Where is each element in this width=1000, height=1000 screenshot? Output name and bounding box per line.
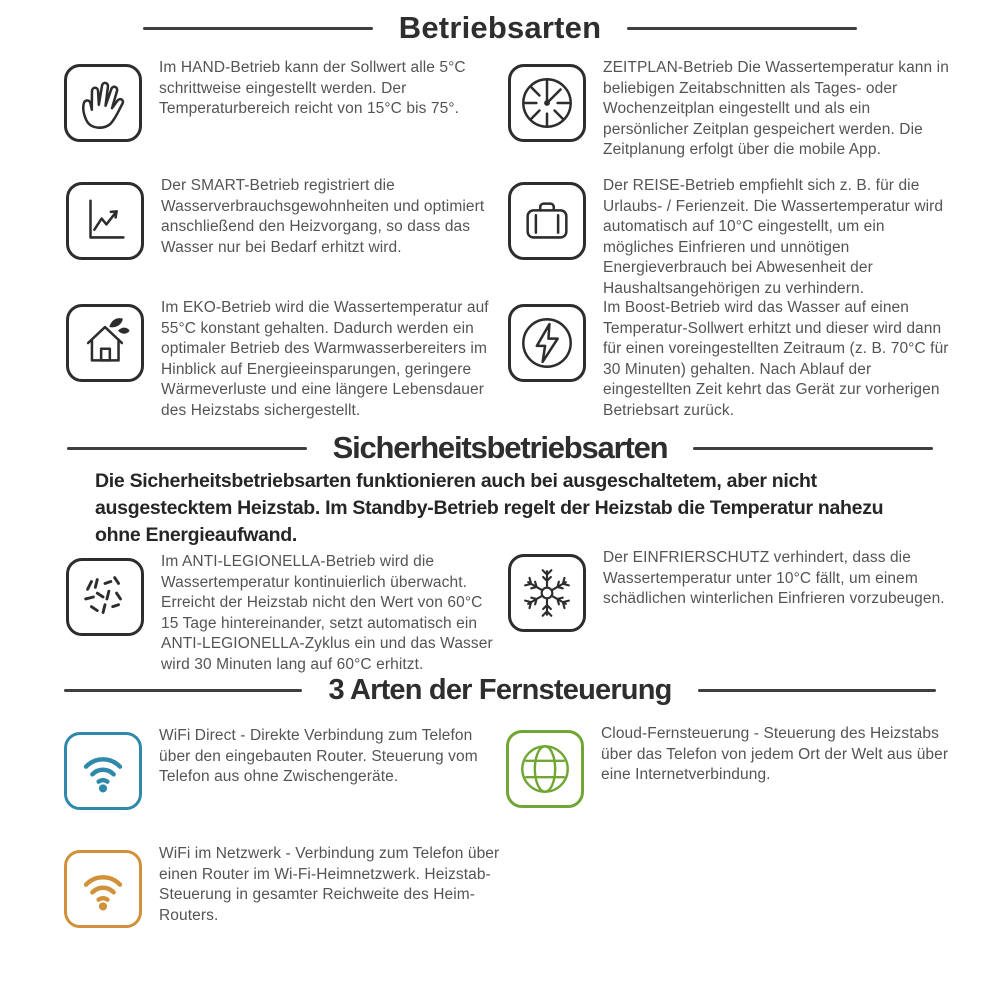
feature-text: Im EKO-Betrieb wird die Wassertemperatur auf 55°C konstant gehalten. Dadurch werden ein optimaler Betrieb des Warmwasserbereiters im Hinblick auf Energieeinsparungen, geringere Wärmeverluste und eine längere Lebensdauer des Heizstabs sichergestellt.	[161, 299, 489, 419]
feature-text: Im ANTI-LEGIONELLA-Betrieb wird die Wassertemperatur kontinuierlich überwacht. Erreicht der Heizstab nicht den Wert von 60°C 15 Tage hintereinander, setzt automatisch ein ANTI-LEGIONELLA-Zyklus ein und das Wasser wird 30 Minuten lang auf 60°C erhitzt.	[161, 553, 493, 673]
sicherheit-intro-text: Die Sicherheitsbetriebsarten funktionieren auch bei ausgeschaltetem, aber nicht ausgestecktem Heizstab. Im Standby-Betrieb regelt der Heizstab die Temperatur nahezu ohne Energieaufwand.	[95, 470, 884, 546]
feature-text: Cloud-Fernsteuerung - Steuerung des Heizstabs über das Telefon von jedem Ort der Welt aus über eine Internetverbindung.	[601, 725, 949, 783]
globe-icon	[506, 730, 584, 808]
hand-icon	[64, 64, 142, 142]
feature-einfrierschutz	[508, 549, 955, 632]
heading-rule-left	[64, 689, 302, 692]
section-title: Betriebsarten	[398, 10, 602, 45]
line-chart-icon	[66, 182, 144, 260]
feature-text: Der EINFRIERSCHUTZ verhindert, dass die Wassertemperatur unter 10°C fällt, um einem schädlichen winterlichen Einfrieren vorzubeugen.	[603, 549, 945, 607]
feature-eko-mode	[66, 299, 501, 421]
feature-text: Im HAND-Betrieb kann der Sollwert alle 5°C schrittweise eingestellt werden. Der Temperaturbereich reicht von 15°C bis 75°.	[159, 59, 466, 117]
section-title: 3 Arten der Fernsteuerung	[328, 674, 672, 706]
snowflake-icon	[508, 554, 586, 632]
feature-text: Der SMART-Betrieb registriert die Wasserverbrauchsgewohnheiten und optimiert anschließend den Heizvorgang, so dass das Wasser nur bei Bedarf erhitzt wird.	[161, 177, 485, 256]
feature-hand-mode	[64, 59, 489, 142]
heading-rule-right	[693, 447, 933, 450]
feature-text: ZEITPLAN-Betrieb Die Wassertemperatur kann in beliebigen Zeitabschnitten als Tages- oder Wochenzeitplan eingestellt und als ein persönlicher Zeitplan gespeichert werden. Die Zeitplanung erfolgt über die mobile App.	[603, 59, 949, 158]
heading-rule-right	[698, 689, 936, 692]
wifi-icon	[64, 732, 142, 810]
feature-wifi-direct	[64, 727, 499, 810]
section-title: Sicherheitsbetriebsarten	[332, 430, 668, 465]
feature-reise-mode	[508, 177, 955, 299]
feature-text: Der REISE-Betrieb empfiehlt sich z. B. für die Urlaubs- / Ferienzeit. Die Wassertemperatur wird automatisch auf 10°C eingestellt, um ein mögliches Einfrieren und unnötigen Energieverbrauch bei Abwesenheit der Haushaltsangehörigen zu verhindern.	[603, 177, 944, 297]
bacteria-icon	[66, 558, 144, 636]
heading-rule-left	[143, 27, 373, 30]
eco-house-icon	[66, 304, 144, 382]
section-heading-betriebsarten	[0, 10, 1000, 46]
feature-smart-mode	[66, 177, 501, 260]
feature-boost-mode	[508, 299, 955, 421]
section-heading-sicherheit	[0, 430, 1000, 466]
clock-icon	[508, 64, 586, 142]
feature-text: WiFi Direct - Direkte Verbindung zum Telefon über den eingebauten Router. Steuerung vom Telefon aus ohne Zwischengeräte.	[159, 727, 478, 785]
boost-lightning-icon	[508, 304, 586, 382]
feature-anti-legionella	[66, 553, 499, 675]
feature-text: Im Boost-Betrieb wird das Wasser auf einen Temperatur-Sollwert erhitzt und dieser wird dann für einen voreingestellten Zeitraum (z. B. 70°C für 30 Minuten) gehalten. Nach Ablauf der eingestellten Zeit kehrt das Gerät zur vorherigen Betriebsart zurück.	[603, 299, 949, 419]
wifi-icon	[64, 850, 142, 928]
feature-cloud-remote	[506, 725, 953, 808]
heading-rule-right	[627, 27, 857, 30]
suitcase-icon	[508, 182, 586, 260]
feature-wifi-network	[64, 845, 505, 928]
section-heading-fernsteuerung	[0, 674, 1000, 707]
feature-text: WiFi im Netzwerk - Verbindung zum Telefon über einen Router im Wi-Fi-Heimnetzwerk. Heizstab-Steuerung in gesamter Reichweite des Heim-Routers.	[159, 845, 500, 924]
heading-rule-left	[67, 447, 307, 450]
feature-zeitplan-mode	[508, 59, 955, 161]
